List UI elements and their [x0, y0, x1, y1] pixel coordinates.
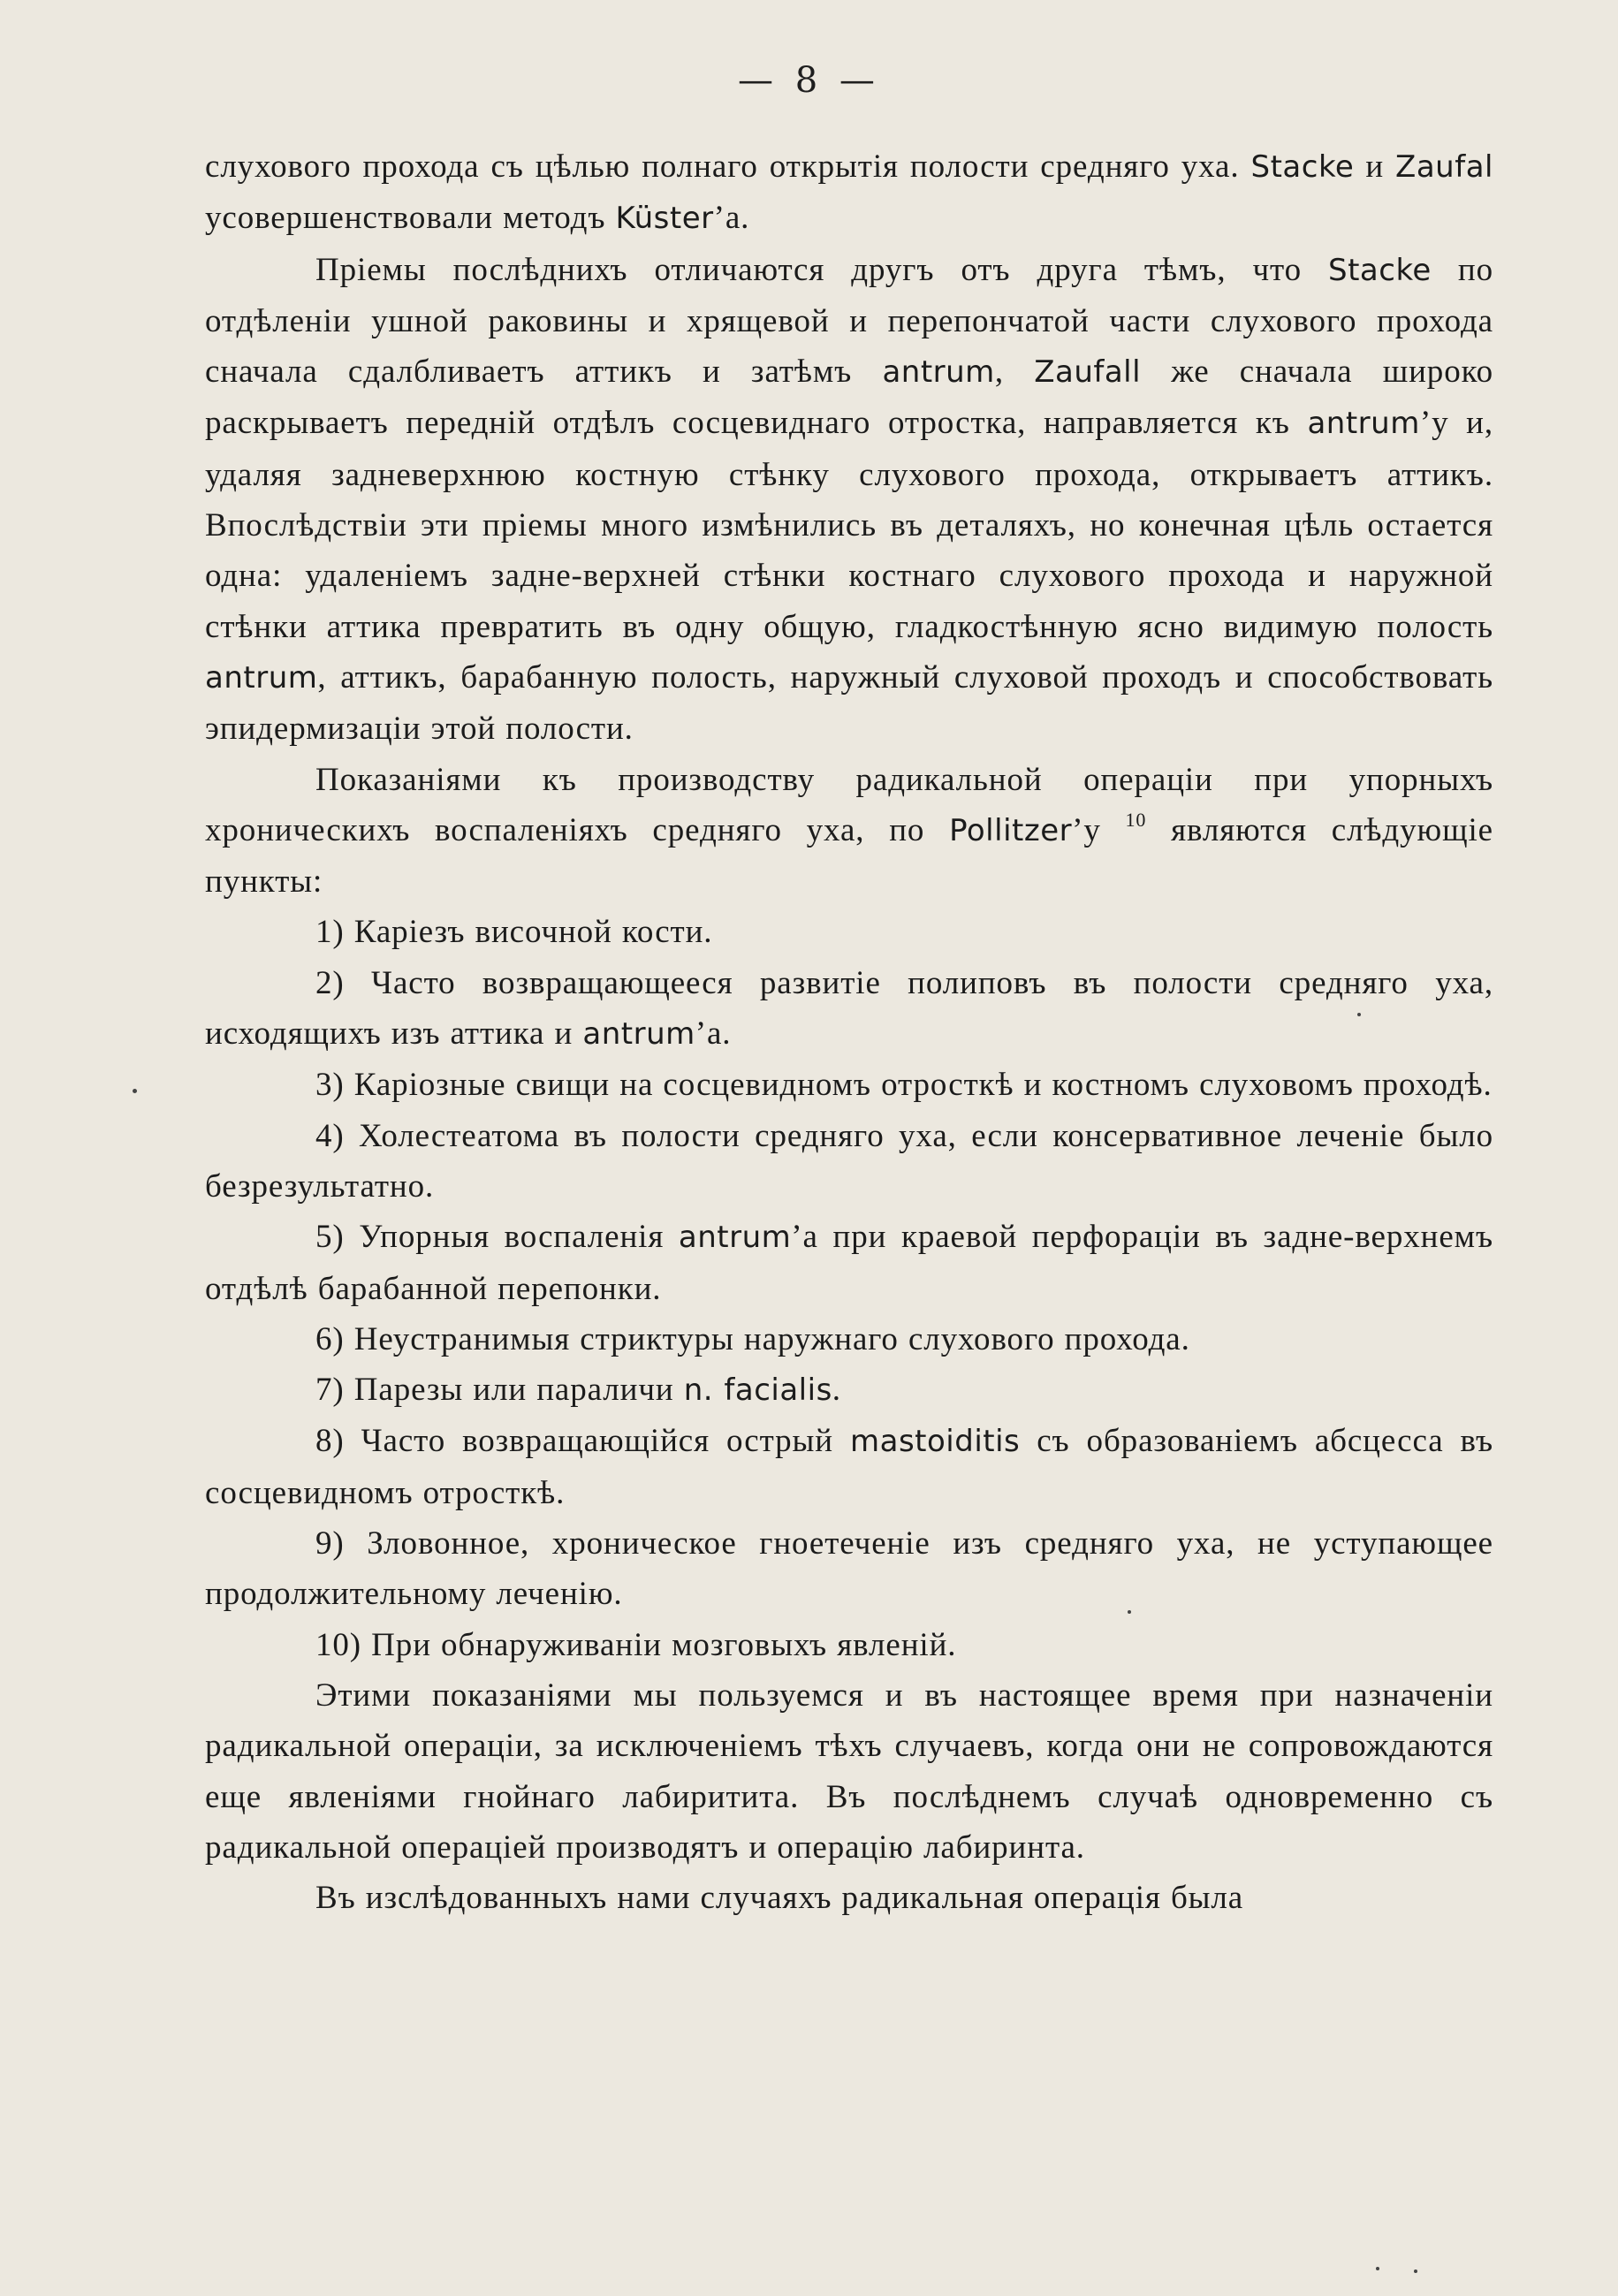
- text-run: ’а.: [713, 200, 750, 237]
- list-item: [205, 1212, 1493, 1314]
- latin-term: antrum: [205, 659, 318, 696]
- latin-term: n. facialis: [683, 1372, 832, 1409]
- latin-term: Zaufall: [1034, 354, 1142, 391]
- page-number: — 8 —: [738, 60, 880, 101]
- list-item: [205, 958, 1493, 1061]
- latin-term: antrum: [1307, 406, 1420, 442]
- text-run: ’у и, удаляя задневерхнюю костную стѣнку слухового прохода, открываетъ аттикъ. Впослѣдствіи эти пріемы много измѣнились въ деталяхъ, но конечная цѣль остается одна: удаленіемъ задне-верхней стѣнки костнаго слухового прохода и наружной стѣнки аттика превратить въ одну общую, гладкостѣнную ясно видимую полость: [205, 405, 1493, 645]
- text-run: .: [832, 1372, 841, 1409]
- text-run: 5) Упорныя воспаленія: [315, 1219, 679, 1256]
- text-run: слухового прохода съ цѣлью полнаго открытія полости средняго уха.: [205, 148, 1251, 185]
- text-run: 3) Каріозные свищи на сосцевидномъ отросткѣ и костномъ слуховомъ проходѣ.: [315, 1067, 1493, 1104]
- text-run: Показаніями къ производству радикальной операціи при упорныхъ хроническихъ воспаленіяхъ средняго уха, по: [205, 761, 1493, 848]
- scan-speck: [1128, 1610, 1131, 1614]
- text-run: Въ изслѣдованныхъ нами случаяхъ радикальная операція была: [315, 1880, 1244, 1917]
- text-run: съ образованіемъ абсцесса въ сосцевидномъ отросткѣ.: [205, 1423, 1493, 1511]
- list-item: [205, 1518, 1493, 1620]
- paragraph: [205, 245, 1493, 755]
- text-run: ’а.: [695, 1015, 732, 1053]
- scan-speck: [1414, 2269, 1417, 2273]
- text-run: 6) Неустранимыя стриктуры наружнаго слухового прохода.: [315, 1320, 1190, 1357]
- scan-speck: [1357, 1013, 1361, 1016]
- text-run: ’у: [1072, 811, 1126, 848]
- scan-speck: [1376, 2267, 1379, 2270]
- latin-term: Zaufal: [1395, 149, 1493, 185]
- latin-term: antrum: [678, 1220, 792, 1256]
- text-run: Пріемы послѣднихъ отличаются другъ отъ друга тѣмъ, что: [315, 251, 1329, 288]
- paragraph: [205, 1873, 1493, 1923]
- text-run: 1) Каріезъ височной кости.: [315, 914, 713, 951]
- text-run: 7) Парезы или параличи: [315, 1372, 684, 1409]
- body-text: [205, 141, 1493, 1923]
- latin-term: antrum: [882, 354, 995, 391]
- latin-term: Stacke: [1328, 252, 1432, 288]
- text-run: по отдѣленіи ушной раковины и хрящевой и перепончатой части слухового прохода сначала сдалбливаетъ аттикъ и затѣмъ: [205, 251, 1493, 391]
- latin-term: antrum: [582, 1016, 695, 1053]
- scan-speck: [133, 1089, 137, 1093]
- list-item: [205, 907, 1493, 957]
- text-run: , аттикъ, барабанную полость, наружный слуховой проходъ и способствовать эпидермизаціи этой полости.: [205, 658, 1493, 748]
- text-run: 9) Зловонное, хроническое гноетеченіе изъ средняго уха, не уступающее продолжительному леченію.: [205, 1525, 1493, 1613]
- list-item: [205, 1314, 1493, 1365]
- text-run: Этими показаніями мы пользуемся и въ настоящее время при назначеніи радикальной операціи, за исключеніемъ тѣхъ случаевъ, когда они не сопровождаются еще явленіями гнойнаго лабиритита. Въ послѣднемъ случаѣ одновременно съ радикальной операціей производятъ и операцію лабиринта.: [205, 1676, 1493, 1866]
- text-run: и: [1354, 148, 1396, 185]
- latin-term: mastoiditis: [849, 1424, 1021, 1460]
- list-item: [205, 1365, 1493, 1416]
- list-item: [205, 1620, 1493, 1670]
- text-run: 2) Часто возвращающееся развитіе полиповъ въ полости средняго уха, исходящихъ изъ аттика и: [205, 964, 1493, 1053]
- text-run: 10) При обнаруживаніи мозговыхъ явленій.: [315, 1626, 957, 1663]
- latin-term: Küster: [615, 201, 714, 237]
- paragraph: [205, 1670, 1493, 1873]
- list-item: [205, 1416, 1493, 1518]
- footnote-ref: 10: [1125, 808, 1147, 831]
- text-run: 8) Часто возвращающійся острый: [315, 1423, 850, 1460]
- text-run: ’а при краевой перфораціи въ задне-верхнемъ отдѣлѣ барабанной перепонки.: [205, 1219, 1494, 1307]
- latin-term: Pollitzer: [949, 812, 1073, 848]
- latin-term: Stacke: [1250, 149, 1355, 185]
- text-run: 4) Холестеатома въ полости средняго уха, если консервативное леченіе было безрезультатно.: [205, 1117, 1493, 1205]
- list-item: [205, 1111, 1493, 1213]
- text-run: ,: [994, 354, 1035, 391]
- list-item: [205, 1060, 1493, 1110]
- text-run: же сначала широко раскрываетъ передній отдѣлъ сосцевиднаго отростка, направляется къ: [205, 354, 1493, 442]
- paragraph: [205, 755, 1493, 908]
- text-run: являются слѣдующіе пункты:: [205, 811, 1493, 901]
- paragraph: [205, 141, 1493, 245]
- text-run: усовершенствовали методъ: [205, 200, 616, 237]
